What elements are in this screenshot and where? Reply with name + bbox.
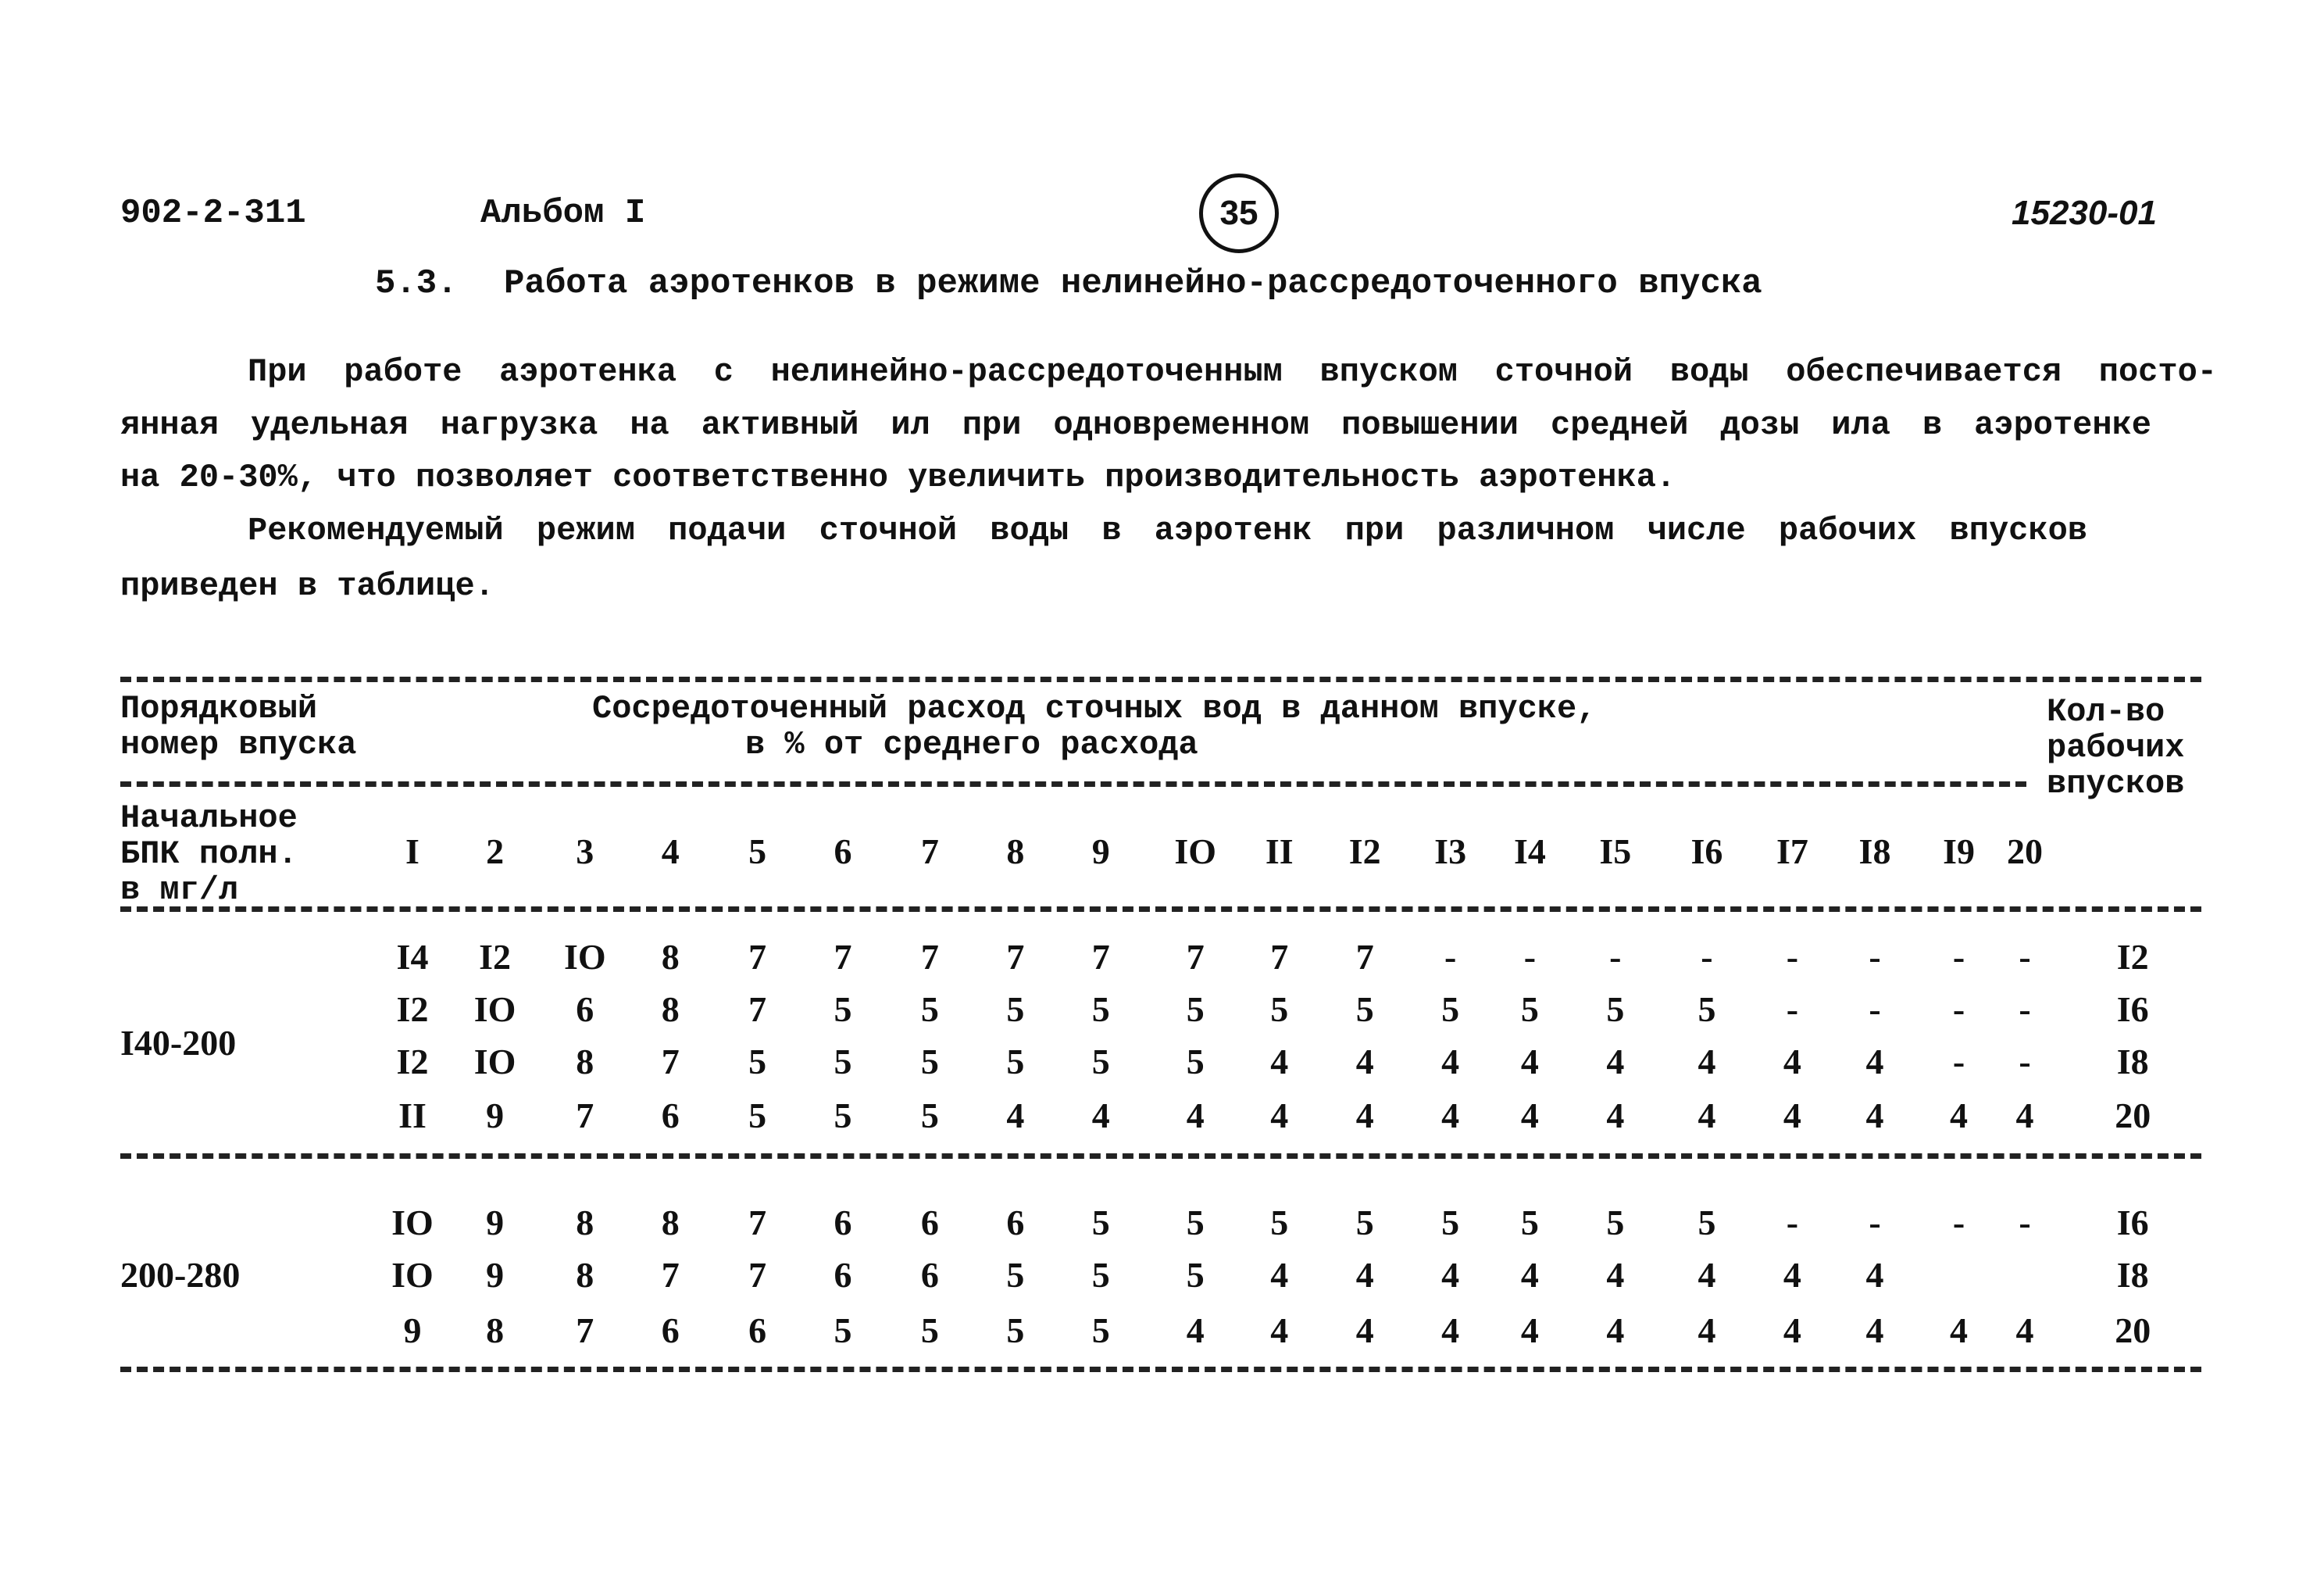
table-cell: 6 [920,1255,939,1295]
header-line: Кол-во [2047,693,2165,731]
table-cell: 5 [1006,989,1025,1029]
table-cell: - [1523,937,1537,977]
table-cell: - [1952,937,1965,977]
section-number: 5.3. [375,264,458,303]
inlet-number-header: 6 [834,831,852,871]
table-cell: 9 [486,1255,505,1295]
table-cell: 5 [748,1096,767,1135]
table-cell: - [1869,989,1881,1029]
table-cell: 4 [2015,1096,2034,1135]
header-line: в мг/л [120,871,239,909]
table-cell: - [1952,1042,1965,1081]
header-inlet-number [120,691,356,763]
table-cell: 8 [661,1203,680,1242]
table-cell: 7 [748,989,767,1029]
table-cell: 4 [1865,1310,1884,1350]
document-code: 902-2-311 [120,194,306,233]
table-cell: 4 [1865,1255,1884,1295]
table-cell: IO [391,1203,434,1242]
page-number: 35 [1199,173,1279,253]
table-rule [120,1153,2201,1159]
table-cell: 8 [661,937,680,977]
table-cell: 4 [1270,1042,1289,1081]
table-cell: 9 [486,1203,505,1242]
inlet-number-header: I9 [1943,831,1975,871]
table-cell: 6 [834,1255,852,1295]
header-line: Начальное [120,799,298,837]
inlet-number-header: 20 [2007,831,2043,871]
table-cell: 5 [1606,989,1625,1029]
table-cell: 4 [1865,1096,1884,1135]
table-cell: IO [563,937,606,977]
table-cell: IO [473,989,516,1029]
table-cell: 4 [1520,1096,1539,1135]
table-cell: 9 [486,1096,505,1135]
table-rule [120,1367,2201,1372]
table-cell: 7 [1006,937,1025,977]
inlet-count-cell: I8 [2116,1042,2149,1081]
table-cell: 5 [920,989,939,1029]
table-cell: 5 [1006,1310,1025,1350]
inlet-number-header: 5 [748,831,767,871]
inlet-count-cell: 20 [2115,1310,2151,1350]
inlet-count-cell: 20 [2115,1096,2151,1135]
table-cell: 4 [1783,1096,1801,1135]
header-line: Порядковый [120,690,318,727]
table-cell: 7 [576,1096,594,1135]
paragraph-line: янная удельная нагрузка на активный ил при одновременном повышении средней дозы ила в аэротенке [120,406,2151,444]
table-cell: 4 [1697,1042,1716,1081]
table-cell: 5 [834,1042,852,1081]
table-cell: 4 [1355,1310,1374,1350]
inlet-number-header: I3 [1434,831,1467,871]
inlet-number-header: 4 [661,831,680,871]
table-cell: 4 [1355,1096,1374,1135]
table-cell: 5 [1697,989,1716,1029]
header-line: БПК полн. [120,835,298,873]
bod-range: I40-200 [120,1023,237,1063]
table-rule [120,906,2201,912]
table-cell: 7 [920,937,939,977]
table-cell: 4 [1606,1096,1625,1135]
table-cell: 4 [1355,1042,1374,1081]
table-cell: 4 [1606,1310,1625,1350]
header-inlet-count [2047,694,2184,802]
table-cell: 7 [661,1255,680,1295]
table-cell: 5 [1355,989,1374,1029]
table-cell: 5 [1186,1255,1205,1295]
header-initial-bod [120,800,298,908]
inlet-count-cell: I8 [2116,1255,2149,1295]
paragraph-line: Рекомендуемый режим подачи сточной воды в аэротенк при различном числе рабочих впусков [248,512,2087,549]
table-cell: 4 [1355,1255,1374,1295]
table-cell: 5 [1270,1203,1289,1242]
table-cell: 5 [1006,1255,1025,1295]
table-cell: II [398,1096,427,1135]
table-cell: 5 [1186,989,1205,1029]
table-cell: 4 [1441,1096,1460,1135]
table-cell: 4 [1520,1255,1539,1295]
table-cell: 7 [1270,937,1289,977]
table-cell: 4 [1520,1042,1539,1081]
table-cell: 7 [576,1310,594,1350]
inlet-number-header: I4 [1513,831,1546,871]
table-cell: 9 [403,1310,422,1350]
inlet-number-header: 7 [920,831,939,871]
table-cell: 5 [1697,1203,1716,1242]
table-cell: 5 [1091,1042,1110,1081]
table-cell: 5 [748,1042,767,1081]
table-cell: - [1786,1203,1799,1242]
table-cell: 4 [1865,1042,1884,1081]
table-cell: 5 [1441,989,1460,1029]
table-cell: 8 [486,1310,505,1350]
table-cell: 4 [1270,1310,1289,1350]
table-cell: 4 [1697,1255,1716,1295]
table-cell: 4 [1606,1255,1625,1295]
table-cell: 6 [661,1096,680,1135]
table-cell: 5 [1091,1203,1110,1242]
bod-range: 200-280 [120,1255,241,1295]
table-cell: - [1952,1203,1965,1242]
table-cell: 4 [1783,1255,1801,1295]
table-cell: 6 [920,1203,939,1242]
table-cell: - [2019,1203,2031,1242]
table-cell: 6 [748,1310,767,1350]
table-cell: 5 [1520,1203,1539,1242]
header-line: впусков [2047,765,2185,802]
table-cell: 7 [1355,937,1374,977]
table-cell: 7 [1091,937,1110,977]
table-cell: 4 [1520,1310,1539,1350]
table-cell: - [1701,937,1713,977]
inlet-number-header: I7 [1776,831,1808,871]
paragraph-line: на 20-30%, что позволяет соответственно увеличить производительность аэротенка. [120,459,1676,496]
table-cell: 4 [1186,1096,1205,1135]
table-cell: 5 [920,1310,939,1350]
table-cell: 6 [576,989,594,1029]
table-cell: 8 [576,1203,594,1242]
table-cell: 5 [1006,1042,1025,1081]
table-rule [120,781,2026,787]
table-cell: 5 [920,1096,939,1135]
table-cell: - [1869,937,1881,977]
table-cell: - [2019,937,2031,977]
table-cell: 4 [1270,1255,1289,1295]
table-cell: - [1952,989,1965,1029]
inlet-number-header: 8 [1006,831,1025,871]
table-cell: 4 [2015,1310,2034,1350]
album-label: Альбом I [480,194,646,233]
inlet-number-header: I6 [1690,831,1723,871]
table-cell: IO [473,1042,516,1081]
paragraph-line: При работе аэротенка с нелинейно-рассредоточенным впуском сточной воды обеспечивается посто- [248,353,2217,391]
table-cell: 6 [1006,1203,1025,1242]
table-cell: 4 [1441,1310,1460,1350]
table-cell: 5 [1186,1203,1205,1242]
table-cell: 7 [748,1255,767,1295]
table-cell: 4 [1697,1310,1716,1350]
table-cell: - [2019,989,2031,1029]
inlet-number-header: IO [1174,831,1217,871]
table-cell: - [1786,937,1799,977]
table-cell: 5 [1186,1042,1205,1081]
sheet-code: 15230-01 [2012,194,2157,232]
table-cell: 5 [834,1310,852,1350]
inlet-number-header: I5 [1599,831,1632,871]
inlet-count-cell: I6 [2116,1203,2149,1242]
inlet-number-header: 2 [486,831,505,871]
inlet-number-header: II [1265,831,1294,871]
table-cell: 4 [1186,1310,1205,1350]
table-cell: 7 [834,937,852,977]
table-cell: 5 [1355,1203,1374,1242]
header-line: рабочих [2047,729,2185,767]
paragraph-line: приведен в таблице. [120,567,494,605]
table-cell: 4 [1606,1042,1625,1081]
table-cell: 7 [748,1203,767,1242]
table-cell: 5 [834,989,852,1029]
table-cell: 5 [834,1096,852,1135]
table-cell: 4 [1270,1096,1289,1135]
section-title: Работа аэротенков в режиме нелинейно-рассредоточенного впуска [504,264,1762,303]
table-cell: 4 [1783,1042,1801,1081]
table-cell: I4 [396,937,429,977]
table-cell: 4 [1697,1096,1716,1135]
inlet-number-header: I2 [1348,831,1381,871]
header-flow-line2: в % от среднего расхода [745,726,1198,763]
table-cell: 7 [748,937,767,977]
inlet-number-header: I [405,831,419,871]
table-cell: 4 [1091,1096,1110,1135]
table-cell: - [1786,989,1799,1029]
table-cell: I2 [396,989,429,1029]
header-line: номер впуска [120,726,357,763]
table-cell: I2 [396,1042,429,1081]
table-cell: 6 [661,1310,680,1350]
table-cell: 8 [576,1042,594,1081]
table-cell: - [2019,1042,2031,1081]
table-cell: 4 [1950,1096,1969,1135]
table-cell: 5 [1091,1310,1110,1350]
table-cell: 4 [1950,1310,1969,1350]
table-cell: - [1869,1203,1881,1242]
inlet-count-cell: I6 [2116,989,2149,1029]
inlet-count-cell: I2 [2116,937,2149,977]
table-cell: 4 [1783,1310,1801,1350]
table-cell: 8 [661,989,680,1029]
table-cell: 7 [1186,937,1205,977]
table-cell: 5 [1441,1203,1460,1242]
table-cell: IO [391,1255,434,1295]
table-cell: 5 [1520,989,1539,1029]
header-flow-line1: Сосредоточенный расход сточных вод в данном впуске, [592,690,1597,727]
table-cell: 4 [1441,1042,1460,1081]
table-cell: 6 [834,1203,852,1242]
table-cell: 5 [1270,989,1289,1029]
table-cell: 7 [661,1042,680,1081]
inlet-number-header: 9 [1091,831,1110,871]
table-cell: 5 [1091,1255,1110,1295]
table-rule [120,677,2201,682]
inlet-number-header: 3 [576,831,594,871]
table-cell: 5 [920,1042,939,1081]
table-cell: 5 [1606,1203,1625,1242]
inlet-number-header: I8 [1858,831,1891,871]
table-cell: - [1444,937,1457,977]
table-cell: 4 [1441,1255,1460,1295]
table-cell: 8 [576,1255,594,1295]
table-cell: I2 [479,937,512,977]
table-cell: 4 [1006,1096,1025,1135]
table-cell: 5 [1091,989,1110,1029]
table-cell: - [1609,937,1622,977]
